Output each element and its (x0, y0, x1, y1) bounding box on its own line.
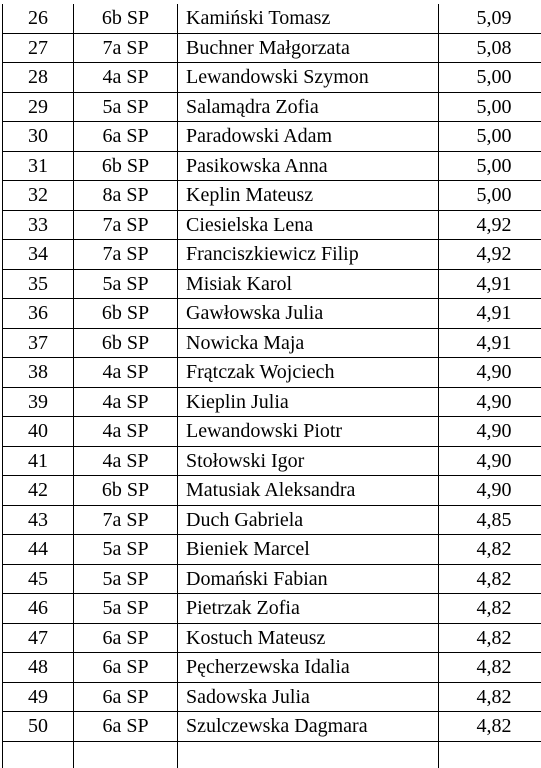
position-cell: 33 (3, 210, 74, 240)
position-cell: 44 (3, 535, 74, 565)
average-grade-cell: 5,09 (439, 4, 541, 33)
table-row (3, 653, 541, 683)
student-name-cell: Frątczak Wojciech (178, 358, 439, 388)
average-grade-cell: 4,82 (439, 564, 541, 594)
student-name-cell: Kieplin Julia (178, 387, 439, 417)
class-cell: 6b SP (74, 476, 178, 506)
student-name-cell: Sadowska Julia (178, 682, 439, 712)
class-cell: 5a SP (74, 269, 178, 299)
class-cell: 6a SP (74, 712, 178, 742)
student-name-cell: Duch Gabriela (178, 505, 439, 535)
position-cell: 35 (3, 269, 74, 299)
table-row (3, 122, 541, 152)
table-row (3, 682, 541, 712)
table-row (3, 33, 541, 63)
student-name-cell: Gawłowska Julia (178, 299, 439, 329)
table-row (3, 594, 541, 624)
class-cell: 5a SP (74, 535, 178, 565)
class-cell: 6a SP (74, 653, 178, 683)
average-grade-cell: 4,82 (439, 712, 541, 742)
class-cell: 4a SP (74, 417, 178, 447)
class-cell: 6a SP (74, 623, 178, 653)
table-row (3, 535, 541, 565)
table-row (3, 63, 541, 93)
average-grade-cell: 4,91 (439, 299, 541, 329)
class-cell: 4a SP (74, 387, 178, 417)
class-cell: 6b SP (74, 4, 178, 33)
position-cell: 37 (3, 328, 74, 358)
average-grade-cell: 4,90 (439, 476, 541, 506)
position-cell: 26 (3, 4, 74, 33)
position-cell: 28 (3, 63, 74, 93)
position-cell: 46 (3, 594, 74, 624)
average-grade-cell: 5,00 (439, 63, 541, 93)
table-row (3, 92, 541, 122)
empty-table-row (3, 741, 541, 768)
student-name-cell: Domański Fabian (178, 564, 439, 594)
position-cell: 42 (3, 476, 74, 506)
student-name-cell: Kamiński Tomasz (178, 4, 439, 33)
table-row (3, 299, 541, 329)
student-name-cell: Salamądra Zofia (178, 92, 439, 122)
empty-cell (439, 741, 541, 768)
table-row (3, 358, 541, 388)
class-cell: 7a SP (74, 240, 178, 270)
class-cell: 5a SP (74, 594, 178, 624)
average-grade-cell: 5,00 (439, 122, 541, 152)
class-cell: 8a SP (74, 181, 178, 211)
class-cell: 6b SP (74, 151, 178, 181)
table-row (3, 476, 541, 506)
position-cell: 48 (3, 653, 74, 683)
position-cell: 40 (3, 417, 74, 447)
student-name-cell: Kostuch Mateusz (178, 623, 439, 653)
table-row (3, 4, 541, 33)
student-name-cell: Matusiak Aleksandra (178, 476, 439, 506)
table-row (3, 269, 541, 299)
student-name-cell: Franciszkiewicz Filip (178, 240, 439, 270)
class-cell: 4a SP (74, 63, 178, 93)
average-grade-cell: 4,90 (439, 446, 541, 476)
position-cell: 31 (3, 151, 74, 181)
table-row (3, 181, 541, 211)
table-row (3, 328, 541, 358)
table-row (3, 505, 541, 535)
average-grade-cell: 4,90 (439, 387, 541, 417)
class-cell: 6a SP (74, 122, 178, 152)
average-grade-cell: 4,92 (439, 240, 541, 270)
class-cell: 6b SP (74, 299, 178, 329)
table-row (3, 387, 541, 417)
ranking-table-body (3, 4, 541, 768)
empty-cell (74, 741, 178, 768)
empty-cell (178, 741, 439, 768)
class-cell: 6b SP (74, 328, 178, 358)
average-grade-cell: 4,91 (439, 328, 541, 358)
average-grade-cell: 5,00 (439, 181, 541, 211)
table-row (3, 446, 541, 476)
average-grade-cell: 4,82 (439, 535, 541, 565)
table-row (3, 564, 541, 594)
student-name-cell: Lewandowski Piotr (178, 417, 439, 447)
position-cell: 38 (3, 358, 74, 388)
position-cell: 43 (3, 505, 74, 535)
position-cell: 34 (3, 240, 74, 270)
average-grade-cell: 4,82 (439, 594, 541, 624)
position-cell: 47 (3, 623, 74, 653)
student-name-cell: Buchner Małgorzata (178, 33, 439, 63)
average-grade-cell: 5,00 (439, 151, 541, 181)
table-row (3, 417, 541, 447)
student-name-cell: Pietrzak Zofia (178, 594, 439, 624)
student-name-cell: Pasikowska Anna (178, 151, 439, 181)
table-row (3, 151, 541, 181)
ranking-table (2, 4, 541, 768)
position-cell: 29 (3, 92, 74, 122)
student-name-cell: Nowicka Maja (178, 328, 439, 358)
student-name-cell: Szulczewska Dagmara (178, 712, 439, 742)
average-grade-cell: 4,90 (439, 358, 541, 388)
position-cell: 30 (3, 122, 74, 152)
position-cell: 39 (3, 387, 74, 417)
table-row (3, 210, 541, 240)
position-cell: 50 (3, 712, 74, 742)
student-name-cell: Paradowski Adam (178, 122, 439, 152)
empty-cell (3, 741, 74, 768)
position-cell: 49 (3, 682, 74, 712)
student-name-cell: Misiak Karol (178, 269, 439, 299)
class-cell: 7a SP (74, 33, 178, 63)
student-name-cell: Keplin Mateusz (178, 181, 439, 211)
student-name-cell: Lewandowski Szymon (178, 63, 439, 93)
table-row (3, 240, 541, 270)
position-cell: 41 (3, 446, 74, 476)
average-grade-cell: 4,91 (439, 269, 541, 299)
average-grade-cell: 4,90 (439, 417, 541, 447)
class-cell: 4a SP (74, 358, 178, 388)
class-cell: 5a SP (74, 92, 178, 122)
table-row (3, 712, 541, 742)
average-grade-cell: 4,82 (439, 682, 541, 712)
student-name-cell: Ciesielska Lena (178, 210, 439, 240)
average-grade-cell: 4,82 (439, 653, 541, 683)
position-cell: 45 (3, 564, 74, 594)
average-grade-cell: 4,92 (439, 210, 541, 240)
class-cell: 7a SP (74, 505, 178, 535)
position-cell: 32 (3, 181, 74, 211)
class-cell: 4a SP (74, 446, 178, 476)
position-cell: 36 (3, 299, 74, 329)
class-cell: 6a SP (74, 682, 178, 712)
class-cell: 7a SP (74, 210, 178, 240)
position-cell: 27 (3, 33, 74, 63)
average-grade-cell: 5,08 (439, 33, 541, 63)
average-grade-cell: 4,85 (439, 505, 541, 535)
class-cell: 5a SP (74, 564, 178, 594)
average-grade-cell: 5,00 (439, 92, 541, 122)
average-grade-cell: 4,82 (439, 623, 541, 653)
table-row (3, 623, 541, 653)
student-name-cell: Pęcherzewska Idalia (178, 653, 439, 683)
student-name-cell: Bieniek Marcel (178, 535, 439, 565)
student-name-cell: Stołowski Igor (178, 446, 439, 476)
